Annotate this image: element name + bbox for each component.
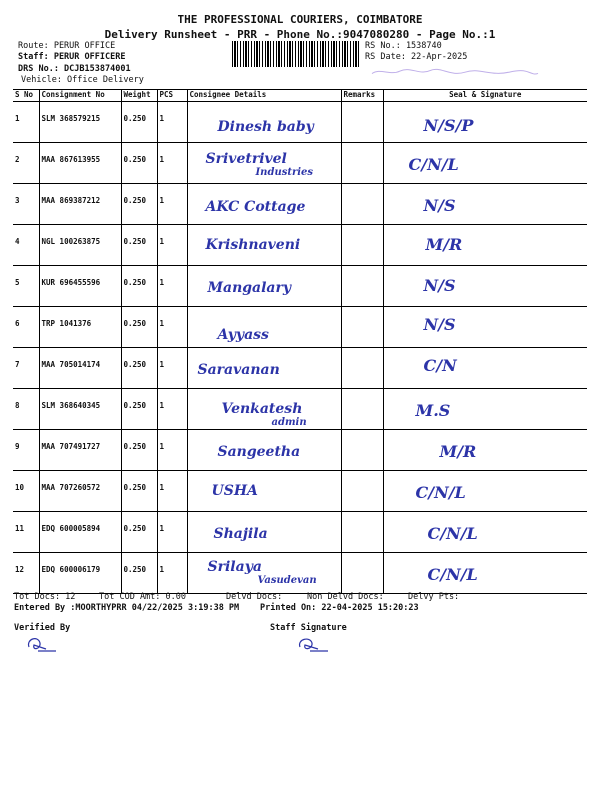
row-weight: 0.250 bbox=[121, 266, 157, 307]
col-pcs: PCS bbox=[157, 90, 187, 102]
printed-on: Printed On: 22-04-2025 15:20:23 bbox=[260, 603, 419, 613]
row-signature bbox=[383, 389, 587, 430]
consignee-name: Srivetrivel bbox=[205, 151, 287, 167]
row-sno: 6 bbox=[13, 307, 39, 348]
consignee-name: Venkatesh bbox=[221, 401, 303, 417]
row-consignee bbox=[187, 266, 341, 307]
delvd-docs: Delvd Docs: bbox=[226, 592, 283, 602]
table-row bbox=[13, 430, 587, 471]
table-header-row bbox=[13, 90, 587, 102]
barcode bbox=[232, 41, 360, 67]
delvy-pts: Delvy Pts: bbox=[408, 592, 460, 602]
seal-signature: C/N/L bbox=[415, 483, 466, 502]
row-weight: 0.250 bbox=[121, 553, 157, 594]
row-pcs: 1 bbox=[157, 389, 187, 430]
row-consignee bbox=[187, 471, 341, 512]
row-sno: 10 bbox=[13, 471, 39, 512]
row-weight: 0.250 bbox=[121, 512, 157, 553]
stamp-scribble bbox=[370, 66, 540, 81]
seal-signature: C/N/L bbox=[427, 524, 478, 543]
row-pcs: 1 bbox=[157, 102, 187, 143]
table-row bbox=[13, 307, 587, 348]
row-weight: 0.250 bbox=[121, 307, 157, 348]
row-signature bbox=[383, 266, 587, 307]
row-remarks bbox=[341, 430, 383, 471]
col-consignee: Consignee Details bbox=[187, 90, 341, 102]
seal-signature: M/R bbox=[439, 442, 477, 461]
consignee-name-line2: Industries bbox=[255, 167, 314, 178]
table-row bbox=[13, 389, 587, 430]
row-weight: 0.250 bbox=[121, 184, 157, 225]
non-delvd-docs: Non Delvd Docs: bbox=[307, 592, 384, 602]
row-sno: 3 bbox=[13, 184, 39, 225]
table-row bbox=[13, 512, 587, 553]
row-signature bbox=[383, 184, 587, 225]
row-signature bbox=[383, 471, 587, 512]
row-consignment: MAA 869387212 bbox=[39, 184, 121, 225]
seal-signature: C/N/L bbox=[408, 155, 459, 174]
row-signature bbox=[383, 553, 587, 594]
consignee-name: AKC Cottage bbox=[205, 199, 306, 215]
row-consignment: EDQ 600006179 bbox=[39, 553, 121, 594]
runsheet-subtitle: Delivery Runsheet - PRR - Phone No.:9047080280 - Page No.:1 bbox=[104, 28, 496, 41]
row-pcs: 1 bbox=[157, 184, 187, 225]
route-text: Route: PERUR OFFICE bbox=[18, 41, 116, 51]
seal-signature: N/S bbox=[423, 276, 456, 295]
row-weight: 0.250 bbox=[121, 389, 157, 430]
row-remarks bbox=[341, 348, 383, 389]
row-pcs: 1 bbox=[157, 307, 187, 348]
tot-docs: Tot Docs: 12 bbox=[14, 592, 76, 602]
row-consignee bbox=[187, 389, 341, 430]
row-remarks bbox=[341, 389, 383, 430]
seal-signature: C/N/L bbox=[427, 565, 478, 584]
row-remarks bbox=[341, 307, 383, 348]
table-row bbox=[13, 266, 587, 307]
row-consignee bbox=[187, 348, 341, 389]
row-sno: 5 bbox=[13, 266, 39, 307]
col-signature: Seal & Signature bbox=[383, 90, 587, 102]
row-sno: 9 bbox=[13, 430, 39, 471]
row-sno: 7 bbox=[13, 348, 39, 389]
table-row bbox=[13, 184, 587, 225]
col-weight: Weight bbox=[121, 90, 157, 102]
row-remarks bbox=[341, 225, 383, 266]
entered-by: Entered By :MOORTHYPRR 04/22/2025 3:19:38 PM bbox=[14, 603, 240, 613]
consignee-name: Sangeetha bbox=[217, 444, 301, 460]
row-pcs: 1 bbox=[157, 225, 187, 266]
consignee-name: Dinesh baby bbox=[217, 119, 314, 135]
table-row bbox=[13, 102, 587, 143]
row-consignment: MAA 705014174 bbox=[39, 348, 121, 389]
row-sno: 12 bbox=[13, 553, 39, 594]
row-consignee bbox=[187, 184, 341, 225]
row-remarks bbox=[341, 184, 383, 225]
row-signature bbox=[383, 348, 587, 389]
row-pcs: 1 bbox=[157, 512, 187, 553]
row-weight: 0.250 bbox=[121, 471, 157, 512]
row-consignee bbox=[187, 512, 341, 553]
staff-text: Staff: PERUR OFFICERE bbox=[18, 52, 126, 62]
row-pcs: 1 bbox=[157, 143, 187, 184]
seal-signature: M/R bbox=[425, 235, 463, 254]
row-consignment: EDQ 600005894 bbox=[39, 512, 121, 553]
row-pcs: 1 bbox=[157, 266, 187, 307]
row-consignee bbox=[187, 553, 341, 594]
row-sno: 8 bbox=[13, 389, 39, 430]
row-sno: 11 bbox=[13, 512, 39, 553]
row-signature bbox=[383, 307, 587, 348]
rs-number: RS No.: 1538740 bbox=[365, 41, 442, 51]
seal-signature: N/S bbox=[423, 196, 456, 215]
row-pcs: 1 bbox=[157, 471, 187, 512]
consignee-name: Mangalary bbox=[207, 280, 292, 296]
row-remarks bbox=[341, 553, 383, 594]
row-weight: 0.250 bbox=[121, 143, 157, 184]
vehicle-text: Vehicle: Office Delivery bbox=[21, 75, 144, 85]
row-consignment: SLM 368579215 bbox=[39, 102, 121, 143]
row-weight: 0.250 bbox=[121, 225, 157, 266]
row-consignment: TRP 1041376 bbox=[39, 307, 121, 348]
row-consignee bbox=[187, 143, 341, 184]
staff-signature-label: Staff Signature bbox=[270, 623, 347, 633]
seal-signature: N/S bbox=[423, 315, 456, 334]
row-pcs: 1 bbox=[157, 348, 187, 389]
consignee-name: USHA bbox=[211, 483, 258, 499]
row-consignment: MAA 707260572 bbox=[39, 471, 121, 512]
row-consignee bbox=[187, 430, 341, 471]
row-pcs: 1 bbox=[157, 430, 187, 471]
col-sno: S No bbox=[13, 90, 39, 102]
row-sno: 2 bbox=[13, 143, 39, 184]
row-consignment: SLM 368640345 bbox=[39, 389, 121, 430]
row-consignment: NGL 100263875 bbox=[39, 225, 121, 266]
col-consignment: Consignment No bbox=[39, 90, 121, 102]
row-sno: 1 bbox=[13, 102, 39, 143]
staff-signature bbox=[294, 633, 336, 655]
row-remarks bbox=[341, 471, 383, 512]
table-row bbox=[13, 348, 587, 389]
row-weight: 0.250 bbox=[121, 102, 157, 143]
company-title: THE PROFESSIONAL COURIERS, COIMBATORE bbox=[177, 13, 423, 26]
runsheet-table bbox=[13, 89, 587, 594]
row-consignment: KUR 696455596 bbox=[39, 266, 121, 307]
rs-date: RS Date: 22-Apr-2025 bbox=[365, 52, 468, 62]
table-row bbox=[13, 553, 587, 594]
consignee-name: Shajila bbox=[213, 526, 268, 542]
stamp-mark bbox=[370, 66, 540, 83]
row-signature bbox=[383, 143, 587, 184]
drs-number: DRS No.: DCJB153874001 bbox=[18, 64, 131, 74]
row-weight: 0.250 bbox=[121, 430, 157, 471]
row-consignee bbox=[187, 102, 341, 143]
seal-signature: N/S/P bbox=[423, 116, 474, 135]
seal-signature: M.S bbox=[415, 401, 451, 420]
row-pcs: 1 bbox=[157, 553, 187, 594]
row-consignee bbox=[187, 307, 341, 348]
row-consignment: MAA 867613955 bbox=[39, 143, 121, 184]
consignee-name: Srilaya bbox=[207, 559, 262, 575]
row-signature bbox=[383, 512, 587, 553]
seal-signature: C/N bbox=[423, 356, 457, 375]
row-remarks bbox=[341, 143, 383, 184]
row-remarks bbox=[341, 266, 383, 307]
tot-cod: Tot COD Amt: 0.00 bbox=[99, 592, 186, 602]
row-signature bbox=[383, 430, 587, 471]
table-row bbox=[13, 143, 587, 184]
row-remarks bbox=[341, 102, 383, 143]
consignee-name-line2: admin bbox=[271, 417, 307, 428]
row-signature bbox=[383, 225, 587, 266]
row-remarks bbox=[341, 512, 383, 553]
col-remarks: Remarks bbox=[341, 90, 383, 102]
verifier-signature bbox=[24, 633, 64, 655]
table-row bbox=[13, 471, 587, 512]
row-sno: 4 bbox=[13, 225, 39, 266]
row-consignment: MAA 707491727 bbox=[39, 430, 121, 471]
consignee-name: Saravanan bbox=[197, 362, 280, 378]
table-row bbox=[13, 225, 587, 266]
consignee-name: Ayyass bbox=[217, 327, 269, 343]
row-signature bbox=[383, 102, 587, 143]
consignee-name-line2: Vasudevan bbox=[257, 575, 317, 586]
verified-by-label: Verified By bbox=[14, 623, 71, 633]
consignee-name: Krishnaveni bbox=[205, 237, 301, 253]
row-consignee bbox=[187, 225, 341, 266]
row-weight: 0.250 bbox=[121, 348, 157, 389]
